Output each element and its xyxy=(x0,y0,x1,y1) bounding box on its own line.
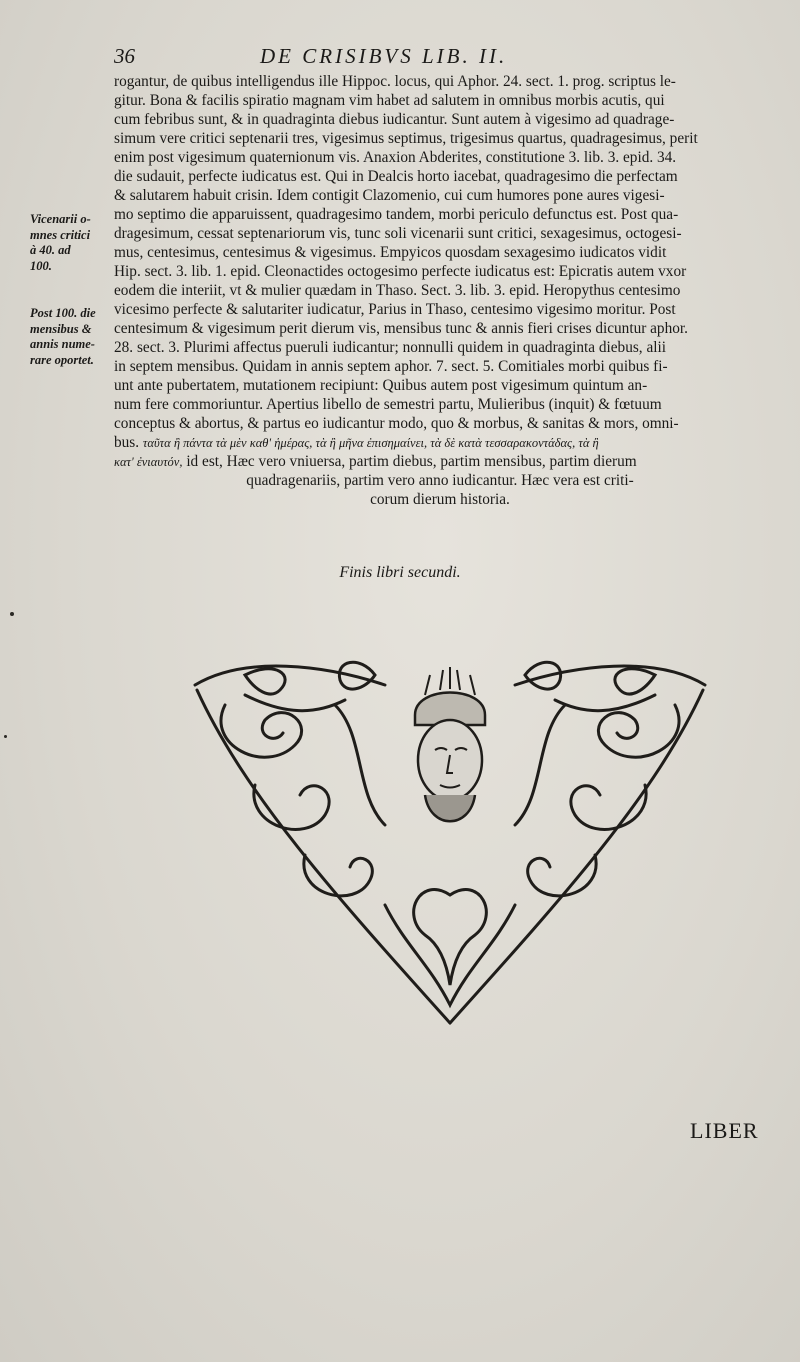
greek-quotation: ταῦτα ἢ πάντα τὰ μὲν καθ' ἡμέρας, τὰ ἢ μῆνα ἐπισημαίνει, τὰ δὲ κατὰ τεσσαρακοντάδας, τὰ ἢ xyxy=(142,436,599,450)
marginal-note-post-centum xyxy=(30,306,114,368)
woodcut-tailpiece-with-face-icon xyxy=(185,645,715,1030)
marginal-note-line: à 40. ad xyxy=(30,243,71,257)
closing-line: corum dierum historia. xyxy=(370,491,510,508)
marginal-note-line: Post 100. die xyxy=(30,306,96,320)
text-line: die sudauit, perfecte iudicatus est. Qui in Dealcis horto iacebat, quadragesimo die perfectam xyxy=(114,168,678,185)
marginal-note-line: mnes critici xyxy=(30,227,91,242)
page-header xyxy=(114,44,764,74)
text-line: in septem mensibus. Quidam in annis septem aphor. 7. sect. 5. Comitiales morbi quibus fi- xyxy=(114,358,668,375)
text-line: vicesimo perfecte & salutariter iudicatur, Parius in Thaso, centesimo vigesimo moritur. Post xyxy=(114,301,676,318)
marginal-note-line: rare oportet. xyxy=(30,352,94,367)
closing-line: quadragenariis, partim vero anno iudicantur. Hæc vera est criti- xyxy=(246,472,634,489)
page-number: 36 xyxy=(114,44,135,68)
marginal-note-line: 100. xyxy=(30,258,52,273)
main-text-block xyxy=(114,72,766,509)
finis-colophon: Finis libri secundi. xyxy=(339,564,461,581)
text-line: & salutarem habuit crisin. Idem contigit Clazomenio, cui cum humores pone aures vigesi- xyxy=(114,187,665,204)
marginal-note-line: annis nume- xyxy=(30,337,95,351)
translation-text: id est, Hæc vero vniuersa, partim diebus, partim mensibus, partim dierum xyxy=(186,453,637,470)
text-line: cum febribus sunt, & in quadraginta diebus iudicantur. Sunt autem à vigesimo ad quadrage- xyxy=(114,111,675,128)
marginal-note-vicenarii xyxy=(30,212,114,274)
marginal-note-line: Vicenarii o- xyxy=(30,212,91,226)
text-line: mo septimo die apparuissent, quadragesimo tandem, morbi periculo defunctus est. Post qua- xyxy=(114,206,679,223)
text-line: eodem die interiit, vt & mulier quædam in Thaso. Sect. 3. lib. 3. epid. Heropythus centesimo xyxy=(114,282,681,299)
text-line: unt ante pubertatem, mutationem recipiunt: Quibus autem post vigesimum quintum an- xyxy=(114,377,648,394)
text-line: 28. sect. 3. Plurimi affectus pueruli iudicantur; nonnulli quidem in quadraginta diebus, alii xyxy=(114,339,666,356)
greek-quotation-end: κατ' ἐνιαυτόν, xyxy=(114,455,183,469)
text-line: mus, centesimus, centesimus & vigesimus. Empyicos quosdam sexagesimo iudicatos vidit xyxy=(114,244,667,261)
text-line: num fere commoriuntur. Apertius libello de semestri partu, Mulieribus (inquit) & fœtuum xyxy=(114,396,662,413)
text-line: rogantur, de quibus intelligendus ille Hippoc. locus, qui Aphor. 24. sect. 1. prog. scriptus le- xyxy=(114,73,676,90)
text-line: conceptus & abortus, & partus eo iudicantur modo, quo & morbus, & sanitas & mors, omni- xyxy=(114,415,679,432)
greek-text-line xyxy=(114,433,766,452)
text-line: dragesimum, cessat septenariorum vis, tunc soli vicenarii sunt critici, sexagesimus, octogesi- xyxy=(114,225,682,242)
text-line: Hip. sect. 3. lib. 1. epid. Cleonactides octogesimo perfecte iudicatus est: Epicratis autem vxor xyxy=(114,263,687,280)
running-title: DE CRISIBVS LIB. II. xyxy=(260,44,508,68)
catchword: LIBER xyxy=(690,1118,759,1143)
text-line: centesimum & vigesimum perit dierum vis, mensibus tunc & annis fieri crises dicuntur aphor. xyxy=(114,320,688,337)
greek-text-line-2 xyxy=(114,452,766,471)
ink-speck xyxy=(10,612,14,616)
greek-line-lead: bus. xyxy=(114,434,140,451)
text-line: gitur. Bona & facilis spiratio magnam vim habet ad salutem in omnibus morbis acutis, qui xyxy=(114,92,665,109)
text-line: enim post vigesimum quaternionum vis. Anaxion Abderites, constitutione 3. lib. 3. epid. 34. xyxy=(114,149,677,166)
ink-speck xyxy=(4,735,7,738)
text-line: simum vere critici septenarii tres, vigesimus septimus, trigesimus quartus, quadragesimus, perit xyxy=(114,130,698,147)
marginal-note-line: mensibus & xyxy=(30,321,92,336)
